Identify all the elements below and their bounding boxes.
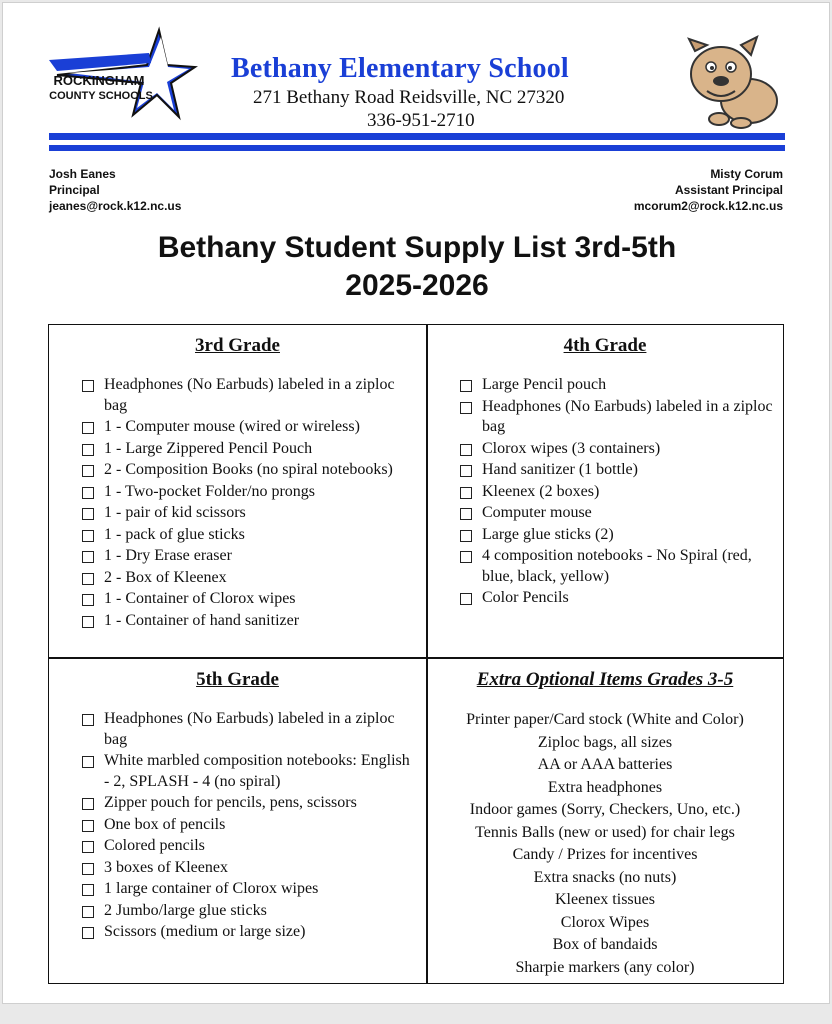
supply-item	[82, 375, 416, 416]
supply-item-text: Large glue sticks (2)	[482, 525, 614, 543]
principal-block	[49, 166, 181, 214]
checkbox[interactable]	[460, 487, 472, 499]
optional-item: Kleenex tissues	[555, 891, 655, 908]
supply-item	[82, 568, 416, 589]
document-title	[1, 229, 832, 305]
supply-item	[460, 588, 773, 609]
grade-3-heading: 3rd Grade	[195, 335, 280, 356]
school-name: Bethany Elementary School	[231, 53, 569, 84]
grade-4-cell	[427, 325, 783, 610]
supply-item	[82, 503, 416, 524]
optional-item: Extra headphones	[547, 778, 663, 796]
checkbox[interactable]	[460, 508, 472, 520]
checkbox[interactable]	[460, 465, 472, 477]
checkbox[interactable]	[82, 863, 94, 875]
assistant-principal-title: Assistant Principal	[674, 183, 783, 197]
supply-item	[82, 815, 416, 836]
checkbox[interactable]	[82, 884, 94, 896]
supply-item	[82, 611, 416, 632]
checkbox[interactable]	[82, 756, 94, 768]
supply-item-text: 1 - Container of hand sanitizer	[104, 611, 300, 629]
supply-item-text: 1 - Two-pocket Folder/no prongs	[104, 482, 315, 500]
supply-item-text: 3 boxes of Kleenex	[104, 858, 228, 876]
rockingham-county-schools-logo	[49, 25, 199, 125]
supply-item	[82, 922, 416, 943]
principal-email[interactable]: jeanes@rock.k12.nc.us	[49, 199, 182, 213]
supply-item	[82, 751, 416, 792]
supply-item-text: Scissors (medium or large size)	[104, 923, 306, 940]
optional-item: Ziploc bags, all sizes	[537, 733, 673, 751]
header-rule-top	[49, 133, 785, 140]
grade-4-list	[427, 375, 783, 609]
optional-item: Printer paper/Card stock (White and Color)	[466, 711, 744, 728]
supply-item-text: Computer mouse	[482, 504, 592, 521]
checkbox[interactable]	[82, 551, 94, 563]
supply-item	[82, 709, 416, 750]
checkbox[interactable]	[460, 402, 472, 414]
checkbox[interactable]	[82, 380, 94, 392]
assistant-principal-email[interactable]: mcorum2@rock.k12.nc.us	[633, 199, 783, 213]
supply-item-text: 2 - Composition Books (no spiral notebooks)	[104, 461, 393, 478]
checkbox[interactable]	[82, 573, 94, 585]
checkbox[interactable]	[82, 530, 94, 542]
title-line-1: Bethany Student Supply List 3rd-5th	[157, 231, 677, 264]
optional-item: Sharpie markers (any color)	[515, 958, 695, 976]
checkbox[interactable]	[82, 927, 94, 939]
supply-item-text: Zipper pouch for pencils, pens, scissors	[104, 794, 357, 811]
principal-name: Josh Eanes	[49, 167, 116, 181]
supply-item-text: 1 - Container of Clorox wipes	[104, 590, 296, 607]
checkbox[interactable]	[82, 798, 94, 810]
checkbox[interactable]	[82, 841, 94, 853]
checkbox[interactable]	[460, 380, 472, 392]
grade-5-list	[49, 709, 426, 943]
supply-item-text: 1 large container of Clorox wipes	[104, 880, 319, 897]
supply-table	[48, 324, 784, 984]
supply-item	[82, 439, 416, 460]
checkbox[interactable]	[82, 714, 94, 726]
checkbox[interactable]	[82, 508, 94, 520]
checkbox[interactable]	[82, 422, 94, 434]
optional-items-heading: Extra Optional Items Grades 3-5	[476, 669, 734, 690]
supply-item-text: Clorox wipes (3 containers)	[482, 439, 661, 457]
supply-item	[460, 439, 773, 460]
supply-item	[82, 482, 416, 503]
supply-item	[82, 589, 416, 610]
supply-item-text: 1 - Dry Erase eraser	[104, 547, 232, 564]
grade-3-list	[49, 375, 426, 631]
supply-item	[460, 482, 773, 503]
checkbox[interactable]	[82, 465, 94, 477]
optional-items-cell	[427, 659, 783, 979]
checkbox[interactable]	[460, 444, 472, 456]
supply-item-text: 2 - Box of Kleenex	[104, 568, 227, 586]
supply-item-text: 1 - pack of glue sticks	[104, 525, 245, 543]
supply-item	[82, 417, 416, 438]
supply-item	[82, 836, 416, 857]
supply-item	[460, 503, 773, 524]
supply-item-text: Large Pencil pouch	[482, 376, 607, 393]
checkbox[interactable]	[82, 487, 94, 499]
supply-item	[82, 879, 416, 900]
supply-item-text: One box of pencils	[104, 815, 226, 833]
optional-items-list	[427, 709, 783, 979]
assistant-principal-block	[634, 166, 783, 214]
grade-4-heading: 4th Grade	[563, 335, 647, 356]
assistant-principal-name: Misty Corum	[710, 167, 783, 181]
supply-item	[460, 546, 773, 587]
supply-item-text: Colored pencils	[104, 837, 205, 854]
supply-item	[460, 525, 773, 546]
grade-5-cell	[49, 659, 426, 944]
grade-5-heading: 5th Grade	[196, 669, 279, 690]
optional-item: AA or AAA batteries	[537, 756, 673, 773]
optional-item: Extra snacks (no nuts)	[533, 868, 677, 886]
title-line-2: 2025-2026	[345, 269, 489, 302]
header-rule-bottom	[49, 145, 785, 151]
checkbox[interactable]	[82, 906, 94, 918]
checkbox[interactable]	[82, 444, 94, 456]
optional-item: Indoor games (Sorry, Checkers, Uno, etc.)	[469, 801, 741, 818]
principal-title: Principal	[49, 183, 100, 197]
supply-item-text: Kleenex (2 boxes)	[482, 482, 600, 500]
supply-item-text: 4 composition notebooks - No Spiral (red, blue, black, yellow)	[482, 547, 752, 585]
checkbox[interactable]	[460, 551, 472, 563]
checkbox[interactable]	[460, 530, 472, 542]
supply-item	[82, 460, 416, 481]
supply-item-text: Hand sanitizer (1 bottle)	[482, 461, 638, 478]
supply-item	[460, 397, 773, 438]
supply-item	[82, 546, 416, 567]
grade-3-cell	[49, 325, 426, 632]
supply-item-text: White marbled composition notebooks: English - 2, SPLASH - 4 (no spiral)	[104, 752, 410, 790]
document-page	[2, 2, 830, 1004]
supply-item-text: 1 - pair of kid scissors	[104, 504, 246, 521]
supply-item-text: Headphones (No Earbuds) labeled in a ziploc bag	[104, 710, 395, 748]
supply-item	[460, 460, 773, 481]
supply-item	[82, 901, 416, 922]
logo-text-line2: COUNTY SCHOOLS	[49, 90, 153, 102]
school-address: 271 Bethany Road Reidsville, NC 27320	[253, 87, 565, 108]
supply-item-text: Headphones (No Earbuds) labeled in a ziploc bag	[104, 376, 395, 414]
logo-text-line1: ROCKINGHAM	[53, 73, 145, 88]
supply-item-text: 1 - Computer mouse (wired or wireless)	[104, 418, 360, 435]
checkbox[interactable]	[82, 820, 94, 832]
supply-item-text: 1 - Large Zippered Pencil Pouch	[104, 439, 313, 457]
checkbox[interactable]	[82, 594, 94, 606]
supply-item-text: 2 Jumbo/large glue sticks	[104, 901, 267, 919]
bulldog-icon	[679, 29, 785, 129]
supply-item-text: Headphones (No Earbuds) labeled in a ziploc bag	[482, 397, 773, 435]
checkbox[interactable]	[460, 593, 472, 605]
supply-item-text: Color Pencils	[482, 589, 569, 606]
supply-item	[82, 525, 416, 546]
supply-item	[460, 375, 773, 396]
checkbox[interactable]	[82, 616, 94, 628]
optional-item: Box of bandaids	[552, 936, 658, 953]
school-phone: 336-951-2710	[367, 110, 475, 131]
optional-item: Clorox Wipes	[560, 913, 650, 931]
supply-item	[82, 793, 416, 814]
supply-item	[82, 858, 416, 879]
optional-item: Tennis Balls (new or used) for chair legs	[475, 823, 735, 841]
optional-item: Candy / Prizes for incentives	[512, 846, 698, 863]
